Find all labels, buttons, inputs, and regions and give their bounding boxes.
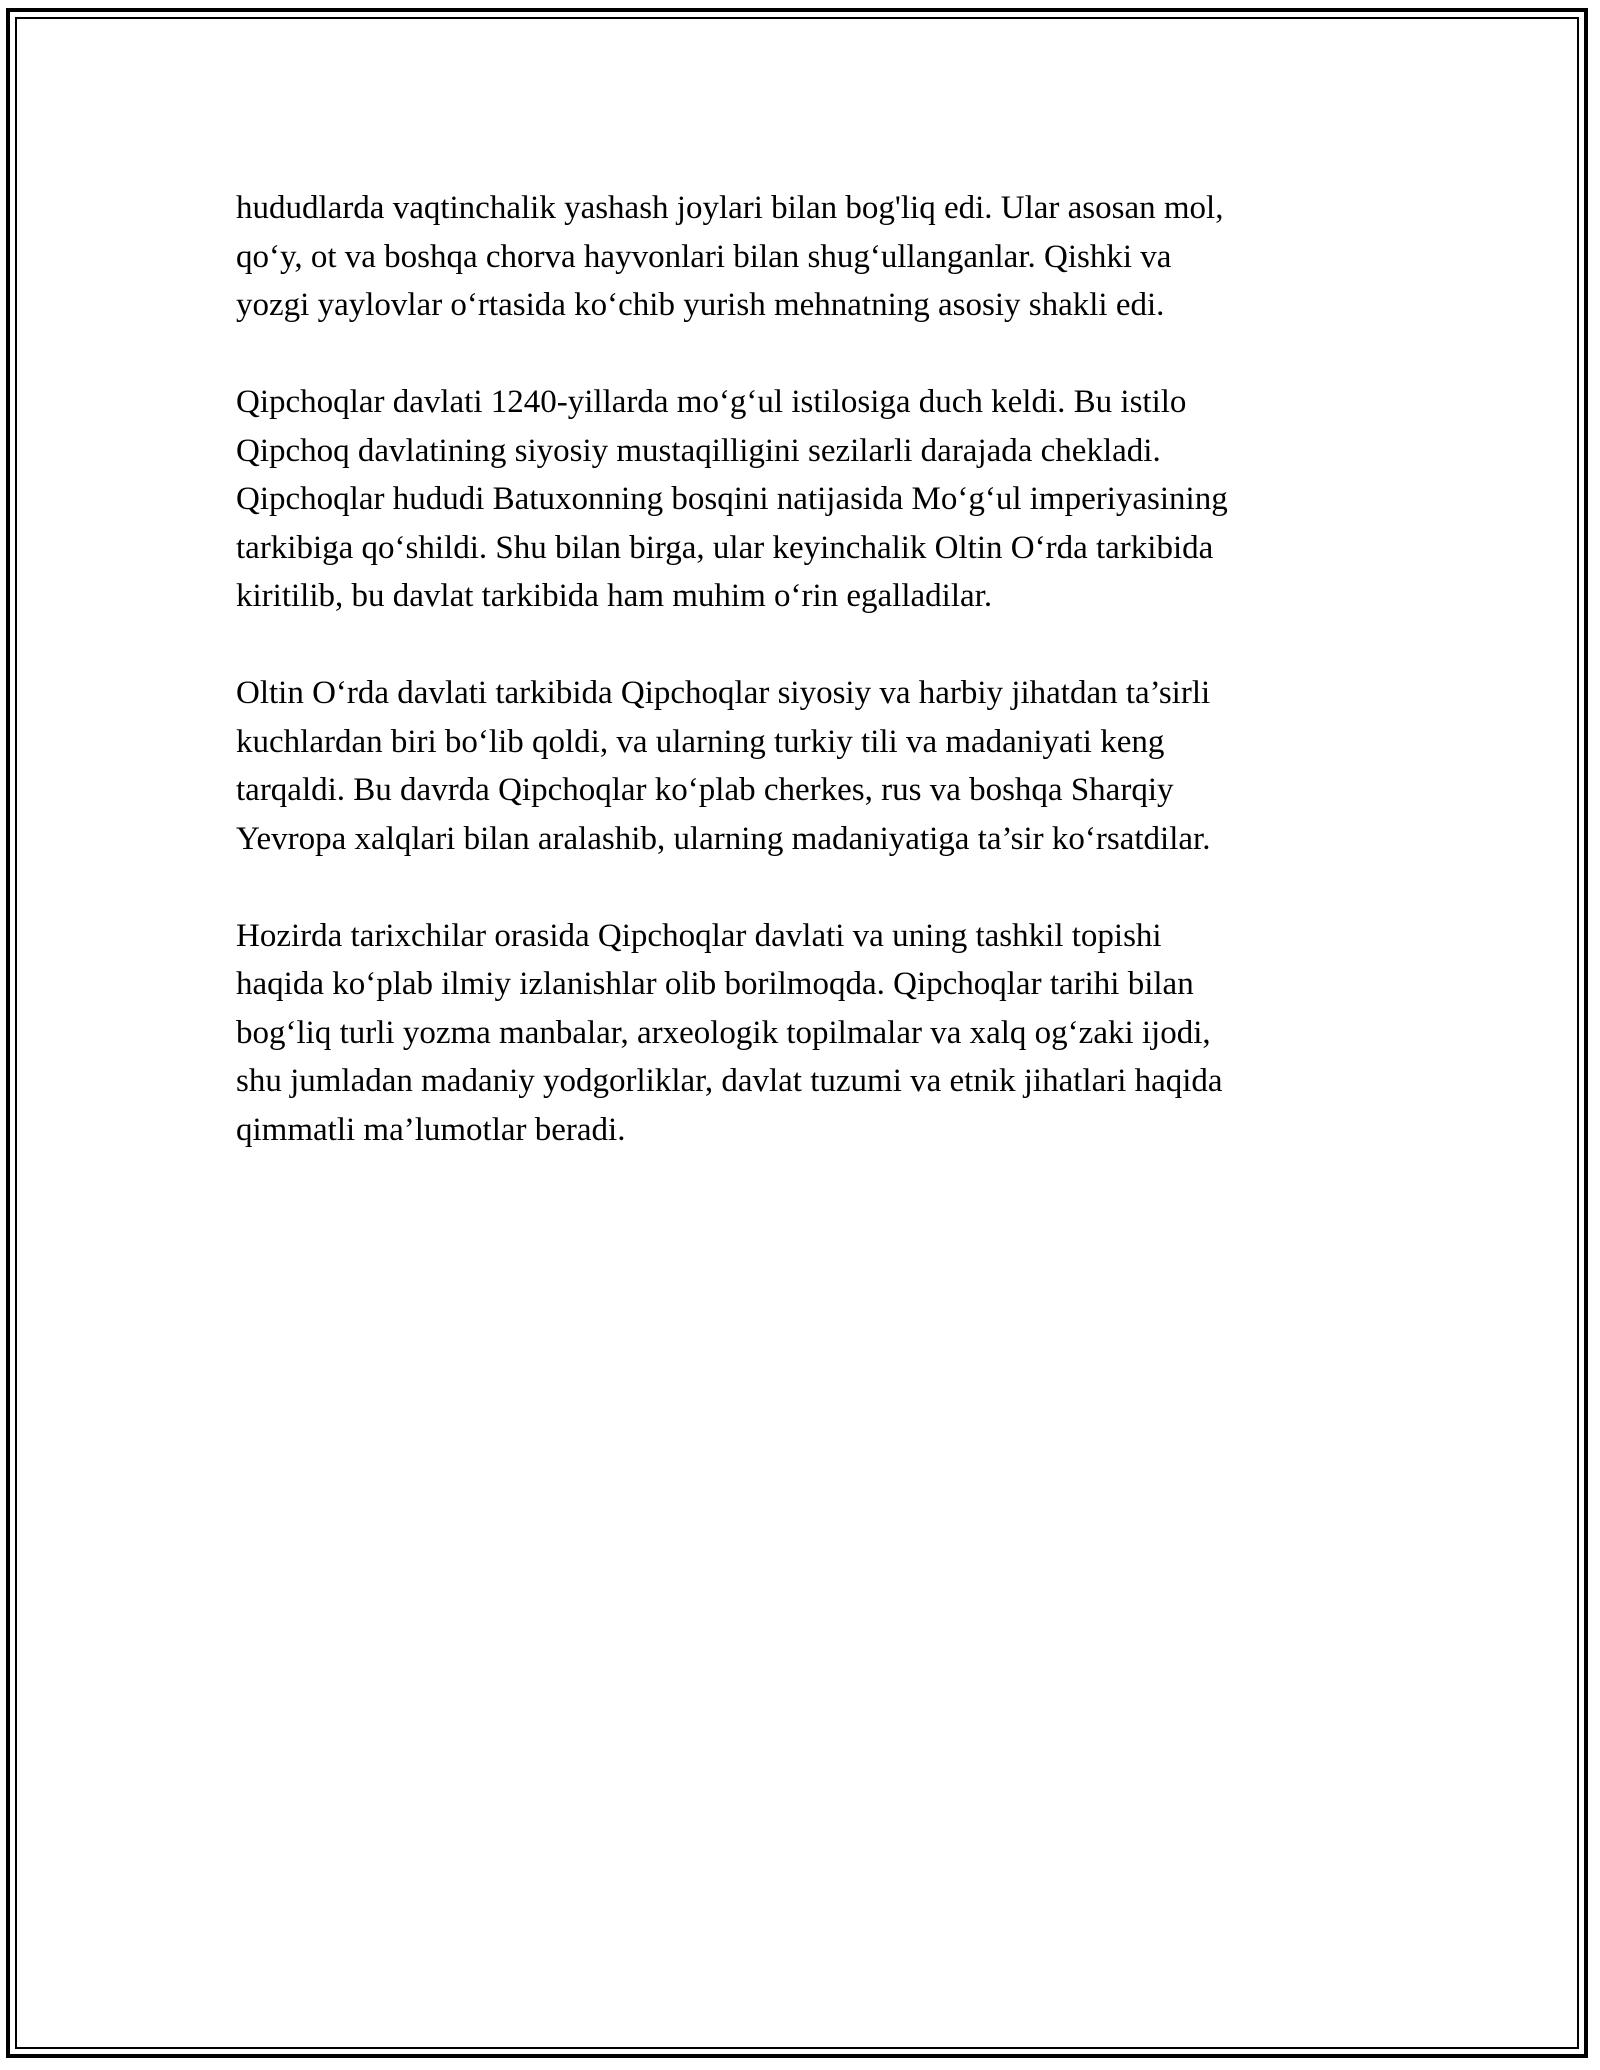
paragraph-3: Oltin O‘rda davlati tarkibida Qipchoqlar siyosiy va harbiy jihatdan ta’sirli kuchlardan biri bo‘lib qoldi, va ularning turkiy tili va madaniyati keng tarqaldi. Bu davrda Qipchoqlar ko‘plab cherkes, rus va boshqa Sharqiy Yevropa xalqlari bilan aralashib, ularning madaniyatiga ta’sir ko‘rsatdilar.: [236, 675, 1211, 857]
document-body: [236, 184, 1366, 1203]
paragraph-4: Hozirda tarixchilar orasida Qipchoqlar davlati va uning tashkil topishi haqida ko‘plab ilmiy izlanishlar olib borilmoqda. Qipchoqlar tarihi bilan bog‘liq turli yozma manbalar, arxeologik topilmalar va xalq og‘zaki ijodi, shu jumladan madaniy yodgorliklar, davlat tuzumi va etnik jihatlari haqida qimmatli ma’lumotlar beradi.: [236, 917, 1223, 1148]
paragraph-1: hududlarda vaqtinchalik yashash joylari bilan bog'liq edi. Ular asosan mol, qo‘y, ot va boshqa chorva hayvonlari bilan shug‘ullanganlar. Qishki va yozgi yaylovlar o‘rtasida ko‘chib yurish mehnatning asosiy shakli edi.: [236, 190, 1224, 323]
paragraph-2: Qipchoqlar davlati 1240-yillarda mo‘g‘ul istilosiga duch keldi. Bu istilo Qipchoq davlatining siyosiy mustaqilligini sezilarli darajada chekladi. Qipchoqlar hududi Batuxonning bosqini natijasida Mo‘g‘ul imperiyasining tarkibiga qo‘shildi. Shu bilan birga, ular keyinchalik Oltin O‘rda tarkibida kiritilib, bu davlat tarkibida ham muhim o‘rin egalladilar.: [236, 384, 1228, 614]
